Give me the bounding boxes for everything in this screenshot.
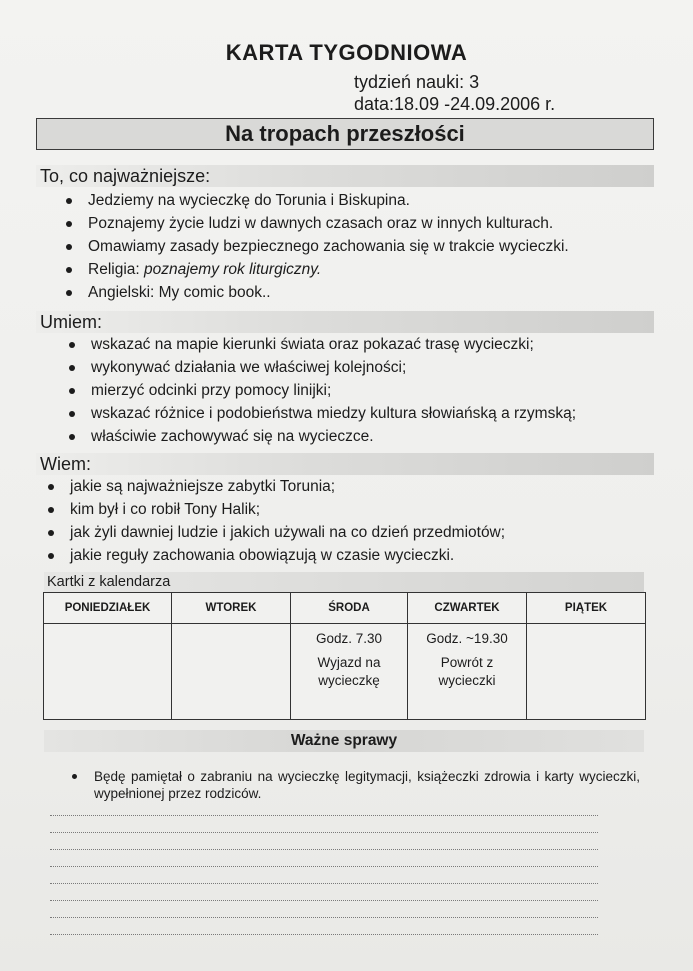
can-list	[91, 333, 576, 448]
cell-thursday	[408, 624, 527, 720]
list-item: Omawiamy zasady bezpiecznego zachowania się w trakcie wycieczki.	[88, 235, 569, 258]
list-item: jak żyli dawniej ludzie i jakich używali na co dzień przedmiotów;	[70, 521, 505, 544]
theme-title: Na tropach przeszłości	[36, 118, 654, 150]
writing-line	[50, 934, 598, 935]
section-heading-important: To, co najważniejsze:	[36, 165, 654, 187]
thursday-time: Godz. ~19.30	[426, 631, 508, 646]
calendar-heading: Kartki z kalendarza	[44, 572, 644, 592]
cell-wednesday	[291, 624, 408, 720]
matters-text: Będę pamiętał o zabraniu na wycieczkę legitymacji, książeczki zdrowia i karty wycieczki, wypełnionej przez rodziców.	[94, 769, 640, 801]
day-wednesday: ŚRODA	[291, 593, 408, 624]
list-item-religion	[88, 258, 569, 281]
calendar-table	[43, 592, 646, 720]
list-item: kim był i co robił Tony Halik;	[70, 498, 505, 521]
writing-line	[50, 917, 598, 918]
day-tuesday: WTOREK	[172, 593, 291, 624]
matters-heading: Ważne sprawy	[44, 730, 644, 752]
list-item: jakie reguły zachowania obowiązują w czasie wycieczki.	[70, 544, 505, 567]
page-title: KARTA TYGODNIOWA	[225, 40, 468, 65]
thursday-event-line2: wycieczki	[438, 673, 496, 688]
writing-line	[50, 849, 598, 850]
thursday-event-line1: Powrót z	[440, 655, 494, 670]
religion-label: Religia:	[88, 261, 140, 278]
cell-tuesday	[172, 624, 291, 720]
section-heading-know: Wiem:	[36, 453, 654, 475]
writing-line	[50, 815, 598, 816]
important-list	[88, 189, 569, 304]
wednesday-time: Godz. 7.30	[315, 631, 383, 646]
list-item: Jedziemy na wycieczkę do Torunia i Biskupina.	[88, 189, 569, 212]
wednesday-event-line1: Wyjazd na	[317, 655, 381, 670]
know-list	[70, 475, 505, 567]
bullet-icon	[72, 774, 77, 779]
day-monday: PONIEDZIAŁEK	[44, 593, 172, 624]
writing-line	[50, 832, 598, 833]
day-friday: PIĄTEK	[527, 593, 646, 624]
list-item: wykonywać działania we właściwej kolejności;	[91, 356, 576, 379]
date-range: data:18.09 -24.09.2006 r.	[354, 94, 556, 114]
list-item: wskazać różnice i podobieństwa miedzy kultura słowiańską a rzymską;	[91, 402, 576, 425]
wednesday-event-line2: wycieczkę	[318, 673, 380, 688]
writing-line	[50, 866, 598, 867]
day-thursday: CZWARTEK	[408, 593, 527, 624]
cell-friday	[527, 624, 646, 720]
list-item: Angielski: My comic book..	[88, 281, 569, 304]
list-item: wskazać na mapie kierunki świata oraz pokazać trasę wycieczki;	[91, 333, 576, 356]
list-item: Poznajemy życie ludzi w dawnych czasach oraz w innych kulturach.	[88, 212, 569, 235]
list-item: właściwie zachowywać się na wycieczce.	[91, 425, 576, 448]
writing-line	[50, 883, 598, 884]
calendar-body-row	[44, 624, 646, 720]
week-number: tydzień nauki: 3	[354, 72, 480, 92]
list-item: jakie są najważniejsze zabytki Torunia;	[70, 475, 505, 498]
cell-monday	[44, 624, 172, 720]
section-heading-can: Umiem:	[36, 311, 654, 333]
calendar-header-row	[44, 593, 646, 624]
religion-text: poznajemy rok liturgiczny.	[139, 261, 322, 278]
list-item: mierzyć odcinki przy pomocy linijki;	[91, 379, 576, 402]
writing-line	[50, 900, 598, 901]
